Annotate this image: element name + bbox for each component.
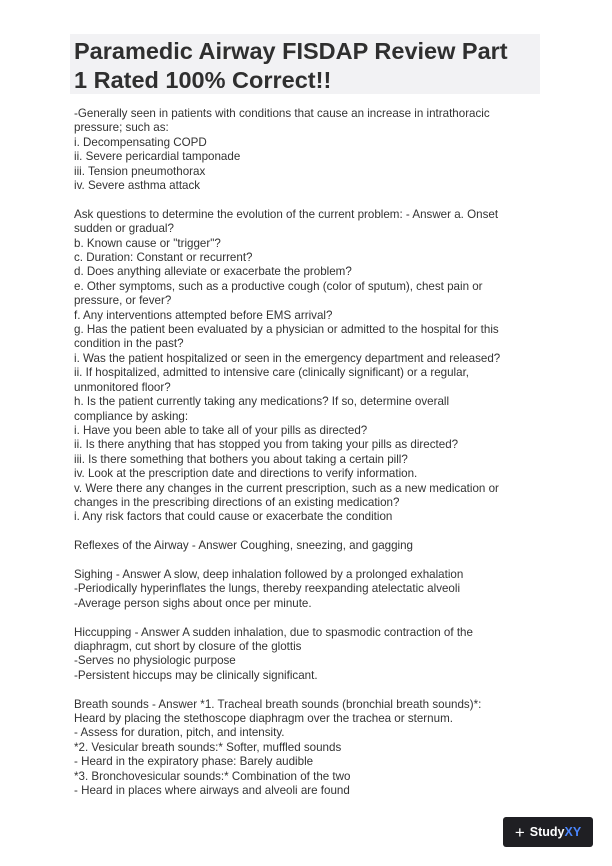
text-line: iv. Severe asthma attack <box>74 179 201 193</box>
text-line: -Serves no physiologic purpose <box>74 654 236 668</box>
text-line: i. Any risk factors that could cause or exacerbate the condition <box>74 510 393 524</box>
text-line: i. Have you been able to take all of your pills as directed? <box>74 423 368 437</box>
text-line: *2. Vesicular breath sounds:* Softer, muffled sounds <box>74 740 342 754</box>
text-line: ii. Is there anything that has stopped you from taking your pills as directed? <box>74 438 459 452</box>
text-line: iii. Tension pneumothorax <box>74 164 206 178</box>
document-body <box>74 107 544 813</box>
text-line: - Heard in the expiratory phase: Barely audible <box>74 755 314 769</box>
logo-text: StudyXY <box>529 825 582 839</box>
text-line: Hiccupping - Answer A sudden inhalation, due to spasmodic contraction of the <box>74 625 473 639</box>
text-line: Heard by placing the stethoscope diaphragm over the trachea or sternum. <box>74 711 453 725</box>
text-line: -Persistent hiccups may be clinically significant. <box>74 668 318 682</box>
paragraph <box>74 568 544 611</box>
text-line: i. Was the patient hospitalized or seen in the emergency department and released? <box>74 351 501 365</box>
text-line: *3. Bronchovesicular sounds:* Combination of the two <box>74 769 351 783</box>
text-line: diaphragm, cut short by closure of the glottis <box>74 639 302 653</box>
text-line: Reflexes of the Airway - Answer Coughing, sneezing, and gagging <box>74 539 414 553</box>
text-line: - Heard in places where airways and alveoli are found <box>74 784 350 798</box>
text-line: c. Duration: Constant or recurrent? <box>74 251 253 265</box>
text-line: -Periodically hyperinflates the lungs, thereby reexpanding atelectatic alveoli <box>74 582 461 596</box>
text-line: condition in the past? <box>74 337 184 351</box>
text-line: Ask questions to determine the evolution of the current problem: - Answer a. Onset <box>74 207 499 221</box>
title-line: Paramedic Airway FISDAP Review Part <box>74 38 508 64</box>
paragraph <box>74 698 544 799</box>
text-line: f. Any interventions attempted before EMS arrival? <box>74 308 333 322</box>
paragraph <box>74 539 544 553</box>
text-line: - Assess for duration, pitch, and intensity. <box>74 726 285 740</box>
text-line: h. Is the patient currently taking any medications? If so, determine overall <box>74 395 450 409</box>
plus-icon: + <box>514 822 525 842</box>
text-line: v. Were there any changes in the current prescription, such as a new medication or <box>74 481 499 495</box>
text-line: Sighing - Answer A slow, deep inhalation followed by a prolonged exhalation <box>74 567 464 581</box>
text-line: e. Other symptoms, such as a productive cough (color of sputum), chest pain or <box>74 279 483 293</box>
text-line: changes in the prescribing directions of an existing medication? <box>74 495 400 509</box>
paragraph <box>74 107 544 193</box>
text-line: pressure; such as: <box>74 121 169 135</box>
page-title <box>74 37 544 95</box>
text-line: Breath sounds - Answer *1. Tracheal breath sounds (bronchial breath sounds)*: <box>74 697 482 711</box>
text-line: ii. If hospitalized, admitted to intensive care (clinically significant) or a regular, <box>74 366 470 380</box>
text-line: b. Known cause or "trigger"? <box>74 236 221 250</box>
paragraph <box>74 208 544 525</box>
studyxy-logo[interactable] <box>503 817 593 847</box>
text-line: -Generally seen in patients with conditions that cause an increase in intrathoracic <box>74 107 490 120</box>
text-line: i. Decompensating COPD <box>74 135 207 149</box>
text-line: ii. Severe pericardial tamponade <box>74 150 241 164</box>
text-line: unmonitored floor? <box>74 380 171 394</box>
paragraph <box>74 626 544 684</box>
text-line: g. Has the patient been evaluated by a physician or admitted to the hospital for this <box>74 323 499 337</box>
text-line: compliance by asking: <box>74 409 189 423</box>
text-line: sudden or gradual? <box>74 222 174 236</box>
text-line: -Average person sighs about once per minute. <box>74 596 312 610</box>
text-line: pressure, or fever? <box>74 294 172 308</box>
text-line: iv. Look at the prescription date and directions to verify information. <box>74 467 418 481</box>
title-line: 1 Rated 100% Correct!! <box>74 67 332 93</box>
text-line: d. Does anything alleviate or exacerbate the problem? <box>74 265 352 279</box>
text-line: iii. Is there something that bothers you about taking a certain pill? <box>74 452 408 466</box>
